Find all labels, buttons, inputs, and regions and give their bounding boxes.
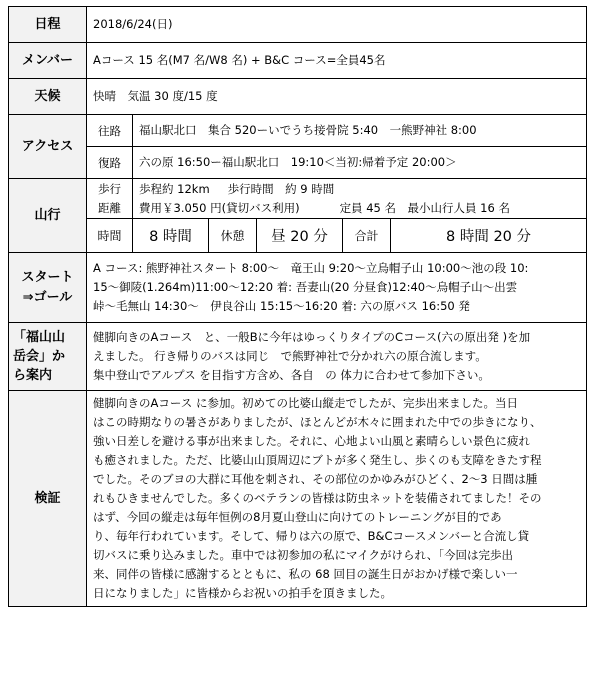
hike-line-2	[139, 199, 580, 218]
review-line: でした。そのブヨの大群に耳他を刺され、その部位のかゆみがひどく、2～3 日間は腫	[93, 472, 538, 486]
time-label: 時間	[87, 219, 133, 253]
walk-label: 歩行	[98, 181, 121, 196]
route-line: 峠～毛無山 14:30～ 伊良谷山 15:15～16:20 着: 六の原バス 16:50 発	[93, 299, 470, 313]
weather-value: 快晴 気温 30 度/15 度	[87, 79, 587, 115]
review-line: 健脚向きのAコース に参加。初めての比婆山縦走でしたが、完歩出来ました。当日	[93, 396, 518, 410]
weather-label: 天候	[9, 79, 87, 115]
walk-time: 歩行時間 約 9 時間	[227, 181, 335, 196]
members-row	[9, 43, 587, 79]
hike-info-value	[133, 179, 587, 219]
total-value: 8 時間 20 分	[391, 219, 587, 253]
members-label: メンバー	[9, 43, 87, 79]
hike-report-table	[8, 6, 587, 607]
route-line: 15～御陵(1.264m)11:00～12:20 着: 吾妻山(20 分昼食)12:40～烏帽子山～出雲	[93, 280, 518, 294]
distance-label: 距離	[98, 200, 121, 215]
hike-cost: 費用￥3.050 円(貸切バス利用)	[139, 200, 300, 215]
route-row	[9, 253, 587, 323]
guide-row	[9, 323, 587, 391]
return-value: 六の原 16:50ー福山駅北口 19:10＜当初:帰着予定 20:00＞	[133, 147, 587, 179]
review-line: も癒されました。ただ、比婆山山頂周辺にブトが多く発生し、歩くのも支障をきたす程	[93, 453, 542, 467]
access-label: アクセス	[9, 115, 87, 179]
walk-distance-labels	[87, 179, 133, 219]
hike-capacity: 定員 45 名 最小山行人員 16 名	[339, 200, 510, 215]
guide-line: 集中登山でアルプス を目指す方含め、各自 の 体力に合わせて参加下さい。	[93, 368, 490, 382]
review-value	[87, 391, 587, 607]
rest-value: 昼 20 分	[257, 219, 343, 253]
guide-label-line: ら案内	[13, 368, 53, 383]
hike-time-row	[9, 219, 587, 253]
review-line: 強い日差しを避ける事が出来ました。それに、心地よい山風と素晴らしい景色に疲れ	[93, 434, 530, 448]
time-value: 8 時間	[133, 219, 209, 253]
review-line: れもひきませんでした。多くのベテランの皆様は防虫ネットを装備されてました！その	[93, 491, 542, 505]
outbound-label: 往路	[87, 115, 133, 147]
guide-line: 健脚向きのAコース と、一般Bに今年はゆっくりタイプのCコース(六の原出発 )を加	[93, 330, 531, 344]
review-line: はこの時期なりの暑さがありましたが、ほとんどが木々に囲まれた中での歩きになり、	[93, 415, 542, 429]
review-line: 切バスに乗り込みました。車中では初参加の私にマイクがけられ、「今回は完歩出	[93, 548, 513, 562]
access-return-row	[9, 147, 587, 179]
route-value	[87, 253, 587, 323]
outbound-value: 福山駅北口 集合 520ーいでうち接骨院 5:40 一熊野神社 8:00	[133, 115, 587, 147]
review-line: 来、同伴の皆様に感謝するとともに、私の 68 回目の誕生日がおかげ様で楽しい一	[93, 567, 518, 581]
review-row	[9, 391, 587, 607]
date-label: 日程	[9, 7, 87, 43]
guide-label	[9, 323, 87, 391]
review-line: り、毎年行われています。そして、帰りは六の原で、B&Cコースメンバーと合流し貸	[93, 529, 530, 543]
hike-label: 山行	[9, 179, 87, 253]
hike-info-row	[9, 179, 587, 219]
guide-label-line: 岳会」か	[13, 349, 66, 364]
walk-distance: 歩程約 12km	[139, 181, 210, 196]
guide-label-line: 「福山山	[13, 330, 66, 345]
return-label: 復路	[87, 147, 133, 179]
review-line: はず、今回の縦走は毎年恒例の8月夏山登山に向けてのトレーニングが目的であ	[93, 510, 502, 524]
guide-line: えました。 行き帰りのバスは同じ で熊野神社で分かれ六の原合流します。	[93, 349, 487, 363]
review-label: 検証	[9, 391, 87, 607]
route-line: A コース: 熊野神社スタート 8:00～ 竜王山 9:20～立烏帽子山 10:00～池の段 10:	[93, 261, 529, 275]
route-label	[9, 253, 87, 323]
members-value: Aコース 15 名(M7 名/W8 名) + B&C コース=全員45名	[87, 43, 587, 79]
date-row	[9, 7, 587, 43]
total-label: 合計	[343, 219, 391, 253]
route-label-line-1: スタート	[21, 269, 74, 285]
rest-label: 休憩	[209, 219, 257, 253]
guide-value	[87, 323, 587, 391]
hike-line-1	[139, 180, 580, 199]
date-value: 2018/6/24(日)	[87, 7, 587, 43]
access-outbound-row	[9, 115, 587, 147]
weather-row	[9, 79, 587, 115]
route-label-line-2: ⇒ゴール	[22, 289, 73, 305]
review-line: 日になりました」に皆様からお祝いの拍手を頂きました。	[93, 586, 392, 600]
